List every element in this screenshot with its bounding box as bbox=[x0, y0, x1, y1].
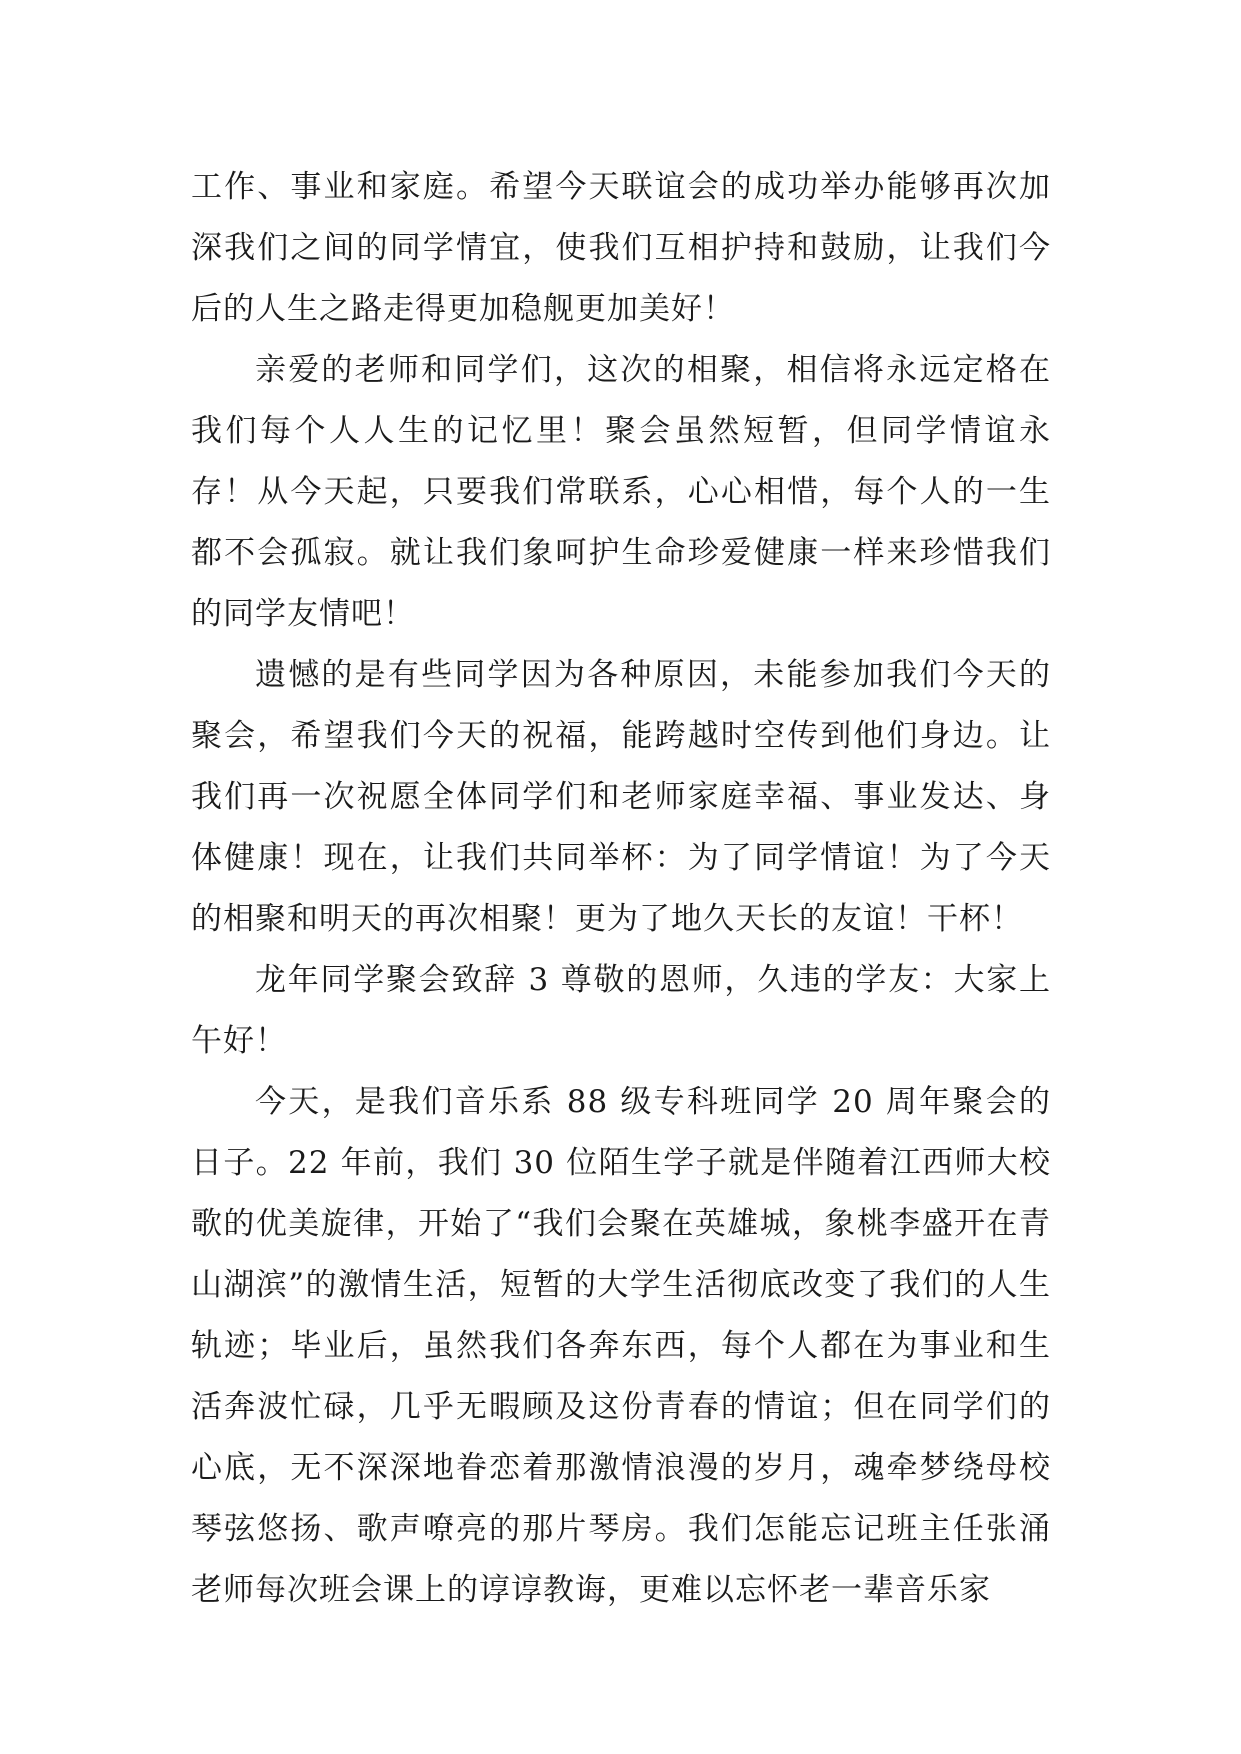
paragraph-3: 遗憾的是有些同学因为各种原因，未能参加我们今天的聚会，希望我们今天的祝福，能跨越时空传到他们身边。让我们再一次祝愿全体同学们和老师家庭幸福、事业发达、身体健康！现在，让我们共同举杯：为了同学情谊！为了今天的相聚和明天的再次相聚！更为了地久天长的友谊！干杯！ bbox=[191, 657, 1051, 937]
paragraph-2: 亲爱的老师和同学们，这次的相聚，相信将永远定格在我们每个人人生的记忆里！聚会虽然短暂，但同学情谊永存！从今天起，只要我们常联系，心心相惜，每个人的一生都不会孤寂。就让我们象呵护生命珍爱健康一样来珍惜我们的同学友情吧！ bbox=[191, 352, 1051, 632]
paragraph-5: 今天，是我们音乐系 88 级专科班同学 20 周年聚会的日子。22 年前，我们 30 位陌生学子就是伴随着江西师大校歌的优美旋律，开始了“我们会聚在英雄城，象桃李盛开在青山湖滨”的激情生活，短暂的大学生活彻底改变了我们的人生轨迹；毕业后，虽然我们各奔东西，每个人都在为事业和生活奔波忙碌，几乎无暇顾及这份青春的情谊；但在同学们的心底，无不深深地眷恋着那激情浪漫的岁月，魂牵梦绕母校琴弦悠扬、歌声嘹亮的那片琴房。我们怎能忘记班主任张涌老师每次班会课上的谆谆教诲，更难以忘怀老一辈音乐家 bbox=[191, 1084, 1051, 1608]
document-body bbox=[191, 157, 1051, 1621]
paragraph-4: 龙年同学聚会致辞 3 尊敬的恩师，久违的学友：大家上午好！ bbox=[191, 962, 1051, 1059]
paragraph-1: 工作、事业和家庭。希望今天联谊会的成功举办能够再次加深我们之间的同学情宜，使我们互相护持和鼓励，让我们今后的人生之路走得更加稳舰更加美好！ bbox=[191, 169, 1051, 327]
